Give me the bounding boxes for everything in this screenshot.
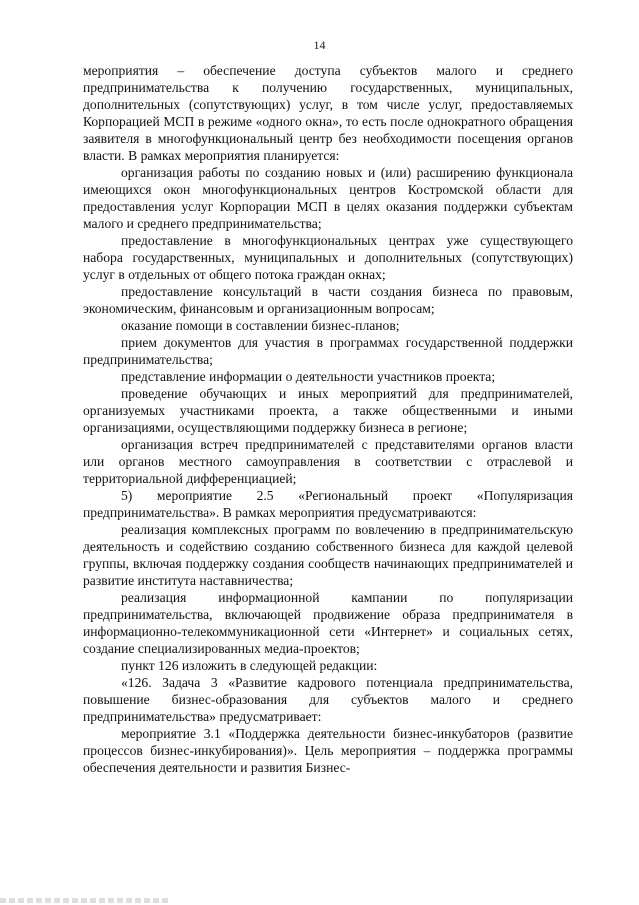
paragraph-item: реализация информационной кампании по популяризации предпринимательства, включающей продвижение образа предпринимателя в информационно-телекоммуникационной сети «Интернет» и социальных сетях, создание специализированных медиа-проектов; [83, 590, 573, 656]
paragraph-item: представление информации о деятельности участников проекта; [121, 369, 496, 384]
paragraph-task-3: «126. Задача 3 «Развитие кадрового потенциала предпринимательства, повышение бизнес-образования для субъектов малого и среднего предпринимательства» предусматривает: [83, 675, 573, 724]
page-number: 14 [313, 38, 326, 52]
paragraph-item: предоставление консультаций в части создания бизнеса по правовым, экономическим, финансовым и организационным вопросам; [83, 284, 573, 316]
paragraph-item: оказание помощи в составлении бизнес-планов; [121, 318, 400, 333]
body-text [83, 62, 573, 776]
paragraph-item: организация встреч предпринимателей с представителями органов власти или органов местного самоуправления в соответствии с отраслевой и территориальной дифференциацией; [83, 437, 573, 486]
paragraph-item: организация работы по созданию новых и (или) расширению функционала имеющихся окон многофункциональных центров Костромской области для предоставления услуг Корпорации МСП в целях оказания поддержки субъектам малого и среднего предпринимательства; [83, 165, 573, 231]
paragraph-item: реализация комплексных программ по вовлечению в предпринимательскую деятельность и содействию созданию собственного бизнеса для каждой целевой группы, включая поддержку создания сообществ начинающих предпринимателей и развитие института наставничества; [83, 522, 573, 588]
paragraph-item: проведение обучающих и иных мероприятий для предпринимателей, организуемых участниками проекта, а также общественными и иными организациями, осуществляющими поддержку бизнеса в регионе; [83, 386, 573, 435]
paragraph-item: прием документов для участия в программах государственной поддержки предпринимательства; [83, 335, 573, 367]
paragraph-event-3-1: мероприятие 3.1 «Поддержка деятельности бизнес-инкубаторов (развитие процессов бизнес-инкубирования)». Цель мероприятия – поддержка программы обеспечения деятельности и развития Бизнес- [83, 726, 573, 775]
paragraph-item: предоставление в многофункциональных центрах уже существующего набора государственных, муниципальных и дополнительных (сопутствующих) услуг в отдельных от общего потока граждан окнах; [83, 233, 573, 282]
paragraph-clause-126: пункт 126 изложить в следующей редакции: [121, 658, 378, 673]
paragraph-intro: мероприятия – обеспечение доступа субъектов малого и среднего предпринимательства к получению государственных, муниципальных, дополнительных (сопутствующих) услуг, в том числе услуг, предоставляемых Корпорацией МСП в режиме «одного окна», то есть после однократного обращения заявителя в многофункциональный центр без необходимости посещения органов власти. В рамках мероприятия планируется: [83, 63, 573, 163]
paragraph-event-2-5: 5) мероприятие 2.5 «Региональный проект «Популяризация предпринимательства». В рамках мероприятия предусматриваются: [83, 488, 573, 520]
scan-artifact [0, 898, 170, 903]
